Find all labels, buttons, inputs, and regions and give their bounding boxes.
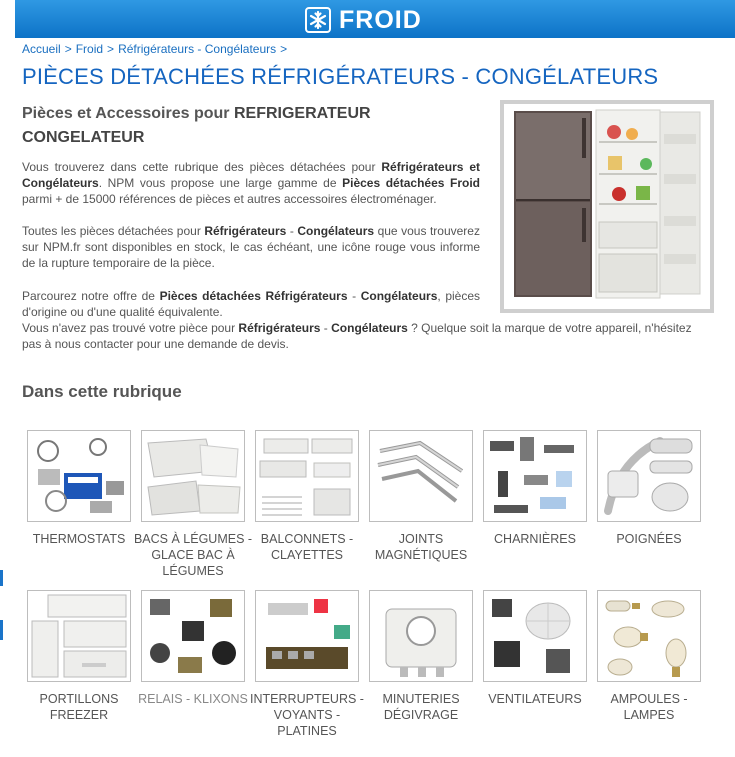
breadcrumb-separator: > (64, 42, 72, 56)
text: ? Quelque soit la marque de votre appareil, n'hésitez pas à nous contacter pour une demande de devis. (22, 321, 692, 351)
category-card-balconnets-clayettes[interactable] (255, 430, 359, 563)
text: - (320, 321, 332, 335)
category-card-bacs-a-legumes[interactable] (133, 430, 253, 579)
category-thumbnail[interactable] (597, 430, 701, 522)
text: Toutes les pièces détachées pour (22, 224, 205, 238)
fridge-photo (500, 100, 714, 313)
category-label[interactable]: JOINTS MAGNÉTIQUES (374, 532, 468, 562)
banner-title (305, 5, 422, 35)
fridge-image (504, 104, 710, 309)
text: . NPM vous propose une large gamme de (98, 176, 343, 190)
text: - (286, 224, 298, 238)
bold-text: Pièces détachées Froid (342, 176, 480, 190)
category-thumbnail[interactable] (369, 430, 473, 522)
category-thumbnail[interactable] (255, 590, 359, 682)
breadcrumb-separator: > (107, 42, 115, 56)
category-label[interactable]: BALCONNETS - CLAYETTES (260, 532, 354, 562)
category-thumbnail[interactable] (27, 590, 131, 682)
category-label[interactable]: CHARNIÈRES (494, 532, 576, 546)
intro-paragraph-2 (22, 223, 480, 271)
category-card-ampoules-lampes[interactable] (597, 590, 701, 723)
category-thumbnail[interactable] (483, 590, 587, 682)
category-label[interactable]: RELAIS - KLIXONS (138, 692, 248, 706)
category-thumbnail[interactable] (483, 430, 587, 522)
subtitle-part1: Pièces et Accessoires pour (22, 105, 234, 122)
text: Parcourez notre offre de (22, 289, 160, 303)
intro-paragraph-3 (22, 288, 480, 320)
text: que vous trouverez sur NPM.fr sont disponibles en stock, le cas échéant, une icône rouge vous informe de la rupture temporaire de la pièce. (22, 224, 480, 270)
text: , pièces d'origine ou d'une qualité équivalente. (22, 289, 481, 319)
category-card-thermostats[interactable] (27, 430, 131, 547)
category-label[interactable]: VENTILATEURS (488, 692, 582, 706)
intro-paragraph-1 (22, 159, 480, 207)
category-card-ventilateurs[interactable] (483, 590, 587, 707)
bold-text: Congélateurs (331, 321, 408, 335)
category-thumbnail[interactable] (255, 430, 359, 522)
category-label[interactable]: POIGNÉES (616, 532, 682, 546)
intro-paragraph-4 (22, 320, 714, 352)
subtitle-part2: REFRIGERATEUR CONGELATEUR (22, 105, 371, 146)
page-title: PIÈCES DÉTACHÉES RÉFRIGÉRATEURS - CONGÉLATEURS (22, 64, 659, 89)
bold-text: Réfrigérateurs (238, 321, 321, 335)
breadcrumb-home[interactable]: Accueil (22, 42, 61, 56)
header (0, 0, 735, 42)
category-thumbnail[interactable] (597, 590, 701, 682)
page-subtitle (22, 102, 462, 150)
category-card-poignees[interactable] (597, 430, 701, 547)
category-label[interactable]: PORTILLONS FREEZER (39, 692, 119, 722)
breadcrumb (22, 42, 291, 56)
text: Vous trouverez dans cette rubrique des pièces détachées pour (22, 160, 382, 174)
category-card-interrupteurs-voyants-platines[interactable] (250, 590, 364, 739)
breadcrumb-froid[interactable]: Froid (75, 42, 104, 56)
category-label[interactable]: AMPOULES - LAMPES (610, 692, 688, 722)
category-card-joints-magnetiques[interactable] (369, 430, 473, 563)
bold-text: Congélateurs (360, 289, 438, 303)
category-label[interactable]: MINUTERIES DÉGIVRAGE (382, 692, 460, 722)
banner-label: FROID (339, 5, 422, 34)
text: parmi + de 15000 références de pièces et autres accessoires électroménager. (22, 192, 437, 206)
breadcrumb-current[interactable]: Réfrigérateurs - Congélateurs (118, 42, 277, 56)
text: - (347, 289, 361, 303)
category-card-relais-klixons[interactable] (138, 590, 248, 707)
category-banner[interactable] (15, 0, 735, 38)
category-label[interactable]: INTERRUPTEURS - VOYANTS - PLATINES (250, 692, 364, 738)
category-thumbnail[interactable] (141, 430, 245, 522)
category-thumbnail[interactable] (369, 590, 473, 682)
category-thumbnail[interactable] (141, 590, 245, 682)
text: Vous n'avez pas trouvé votre pièce pour (22, 321, 239, 335)
side-tab[interactable] (0, 620, 3, 640)
snowflake-icon (305, 7, 331, 33)
bold-text: Pièces détachées Réfrigérateurs (159, 289, 348, 303)
bold-text: Réfrigérateurs et Congélateurs (22, 160, 480, 190)
category-label[interactable]: THERMOSTATS (32, 532, 126, 546)
side-tab[interactable] (0, 570, 3, 586)
category-label[interactable]: BACS À LÉGUMES - GLACE BAC À LÉGUMES (133, 532, 253, 578)
category-thumbnail[interactable] (27, 430, 131, 522)
breadcrumb-separator: > (280, 42, 288, 56)
bold-text: Congélateurs (297, 224, 375, 238)
section-title: Dans cette rubrique (22, 382, 182, 401)
bold-text: Réfrigérateurs (204, 224, 287, 238)
category-card-minuteries-degivrage[interactable] (369, 590, 473, 723)
category-card-portillons-freezer[interactable] (27, 590, 131, 723)
category-card-charnieres[interactable] (483, 430, 587, 547)
